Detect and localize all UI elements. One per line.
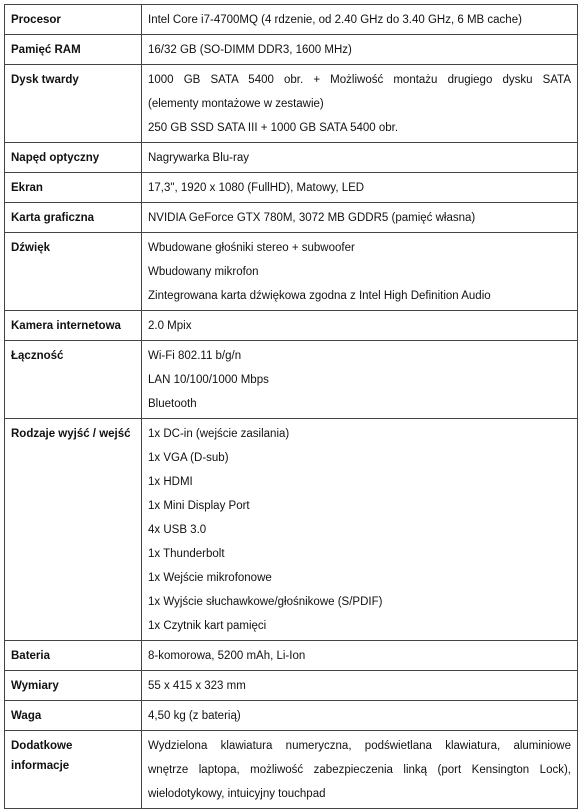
spec-row — [5, 35, 578, 65]
spec-value-line: Wbudowany mikrofon — [148, 266, 259, 278]
spec-label-cell — [5, 641, 142, 671]
spec-label: Dysk twardy — [11, 74, 79, 86]
spec-value-cell — [142, 65, 578, 143]
spec-value-line: 1x DC-in (wejście zasilania) — [148, 428, 290, 440]
spec-value-line: Wydzielona klawiatura numeryczna, podświetlana klawiatura, aluminiowe — [148, 740, 571, 752]
spec-value-line: Intel Core i7-4700MQ (4 rdzenie, od 2.40 GHz do 3.40 GHz, 6 MB cache) — [148, 14, 522, 26]
spec-label-cell — [5, 5, 142, 35]
spec-value-cell — [142, 671, 578, 701]
spec-value-line: NVIDIA GeForce GTX 780M, 3072 MB GDDR5 (pamięć własna) — [148, 212, 476, 224]
spec-label-cell — [5, 143, 142, 173]
spec-value-line: wielodotykowy, intuicyjny touchpad — [148, 788, 326, 800]
spec-value-line: Bluetooth — [148, 398, 197, 410]
spec-label: Pamięć RAM — [11, 44, 81, 56]
spec-label: Napęd optyczny — [11, 152, 100, 164]
spec-value-line: 1x Wyjście słuchawkowe/głośnikowe (S/PDIF) — [148, 596, 383, 608]
spec-label: informacje — [11, 760, 70, 772]
spec-label-cell — [5, 311, 142, 341]
spec-value-line: 16/32 GB (SO-DIMM DDR3, 1600 MHz) — [148, 44, 352, 56]
spec-value-line: 1x Mini Display Port — [148, 500, 250, 512]
spec-row — [5, 641, 578, 671]
spec-value-line: Wi-Fi 802.11 b/g/n — [148, 350, 242, 362]
spec-label: Dodatkowe — [11, 740, 73, 752]
spec-label: Kamera internetowa — [11, 320, 121, 332]
spec-label-cell — [5, 203, 142, 233]
spec-row — [5, 173, 578, 203]
spec-value-cell — [142, 341, 578, 419]
spec-row — [5, 203, 578, 233]
spec-row — [5, 419, 578, 641]
spec-value-line: LAN 10/100/1000 Mbps — [148, 374, 269, 386]
spec-value-cell — [142, 173, 578, 203]
spec-label: Wymiary — [11, 680, 59, 692]
spec-label-cell — [5, 701, 142, 731]
spec-value-line: 1x HDMI — [148, 476, 193, 488]
spec-label: Rodzaje wyjść / wejść — [11, 428, 131, 440]
spec-value-line: 4x USB 3.0 — [148, 524, 207, 536]
spec-label-cell — [5, 65, 142, 143]
spec-value-cell — [142, 311, 578, 341]
spec-value-line: Nagrywarka Blu-ray — [148, 152, 249, 164]
spec-table — [4, 4, 578, 809]
spec-row — [5, 341, 578, 419]
spec-label: Karta graficzna — [11, 212, 95, 224]
spec-table-body — [5, 5, 578, 809]
spec-value-cell — [142, 419, 578, 641]
spec-value-cell — [142, 701, 578, 731]
spec-row — [5, 701, 578, 731]
spec-value-cell — [142, 5, 578, 35]
spec-value-line: 17,3", 1920 x 1080 (FullHD), Matowy, LED — [148, 182, 365, 194]
spec-value-cell — [142, 641, 578, 671]
spec-row — [5, 671, 578, 701]
spec-value-line: 1000 GB SATA 5400 obr. + Możliwość montażu drugiego dysku SATA — [148, 74, 571, 86]
spec-label: Waga — [11, 710, 42, 722]
spec-value-line: Zintegrowana karta dźwiękowa zgodna z Intel High Definition Audio — [148, 290, 491, 302]
spec-value-line: 8-komorowa, 5200 mAh, Li-Ion — [148, 650, 306, 662]
spec-label: Dźwięk — [11, 242, 50, 254]
spec-label-cell — [5, 419, 142, 641]
spec-label: Łączność — [11, 350, 64, 362]
spec-value-line: 1x VGA (D-sub) — [148, 452, 229, 464]
spec-row — [5, 311, 578, 341]
spec-row — [5, 65, 578, 143]
spec-value-line: wnętrze laptopa, możliwość zabezpieczenia linką (port Kensington Lock), — [148, 764, 571, 776]
spec-value-line: 1x Czytnik kart pamięci — [148, 620, 267, 632]
spec-label: Ekran — [11, 182, 43, 194]
spec-label-cell — [5, 731, 142, 809]
spec-value-line: 1x Thunderbolt — [148, 548, 225, 560]
spec-value-line: 2.0 Mpix — [148, 320, 192, 332]
spec-value-line: 55 x 415 x 323 mm — [148, 680, 246, 692]
spec-value-line: 1x Wejście mikrofonowe — [148, 572, 272, 584]
spec-value-cell — [142, 233, 578, 311]
spec-row — [5, 731, 578, 809]
spec-row — [5, 143, 578, 173]
spec-label: Procesor — [11, 14, 61, 26]
spec-value-cell — [142, 731, 578, 809]
spec-value-cell — [142, 203, 578, 233]
spec-value-cell — [142, 35, 578, 65]
spec-value-line: (elementy montażowe w zestawie) — [148, 98, 324, 110]
spec-value-line: Wbudowane głośniki stereo + subwoofer — [148, 242, 355, 254]
spec-label-cell — [5, 341, 142, 419]
spec-label-cell — [5, 233, 142, 311]
spec-value-line: 250 GB SSD SATA III + 1000 GB SATA 5400 obr. — [148, 122, 399, 134]
spec-row — [5, 233, 578, 311]
spec-label-cell — [5, 35, 142, 65]
spec-label: Bateria — [11, 650, 50, 662]
spec-value-cell — [142, 143, 578, 173]
spec-label-cell — [5, 173, 142, 203]
spec-label-cell — [5, 671, 142, 701]
spec-row — [5, 5, 578, 35]
spec-value-line: 4,50 kg (z baterią) — [148, 710, 241, 722]
